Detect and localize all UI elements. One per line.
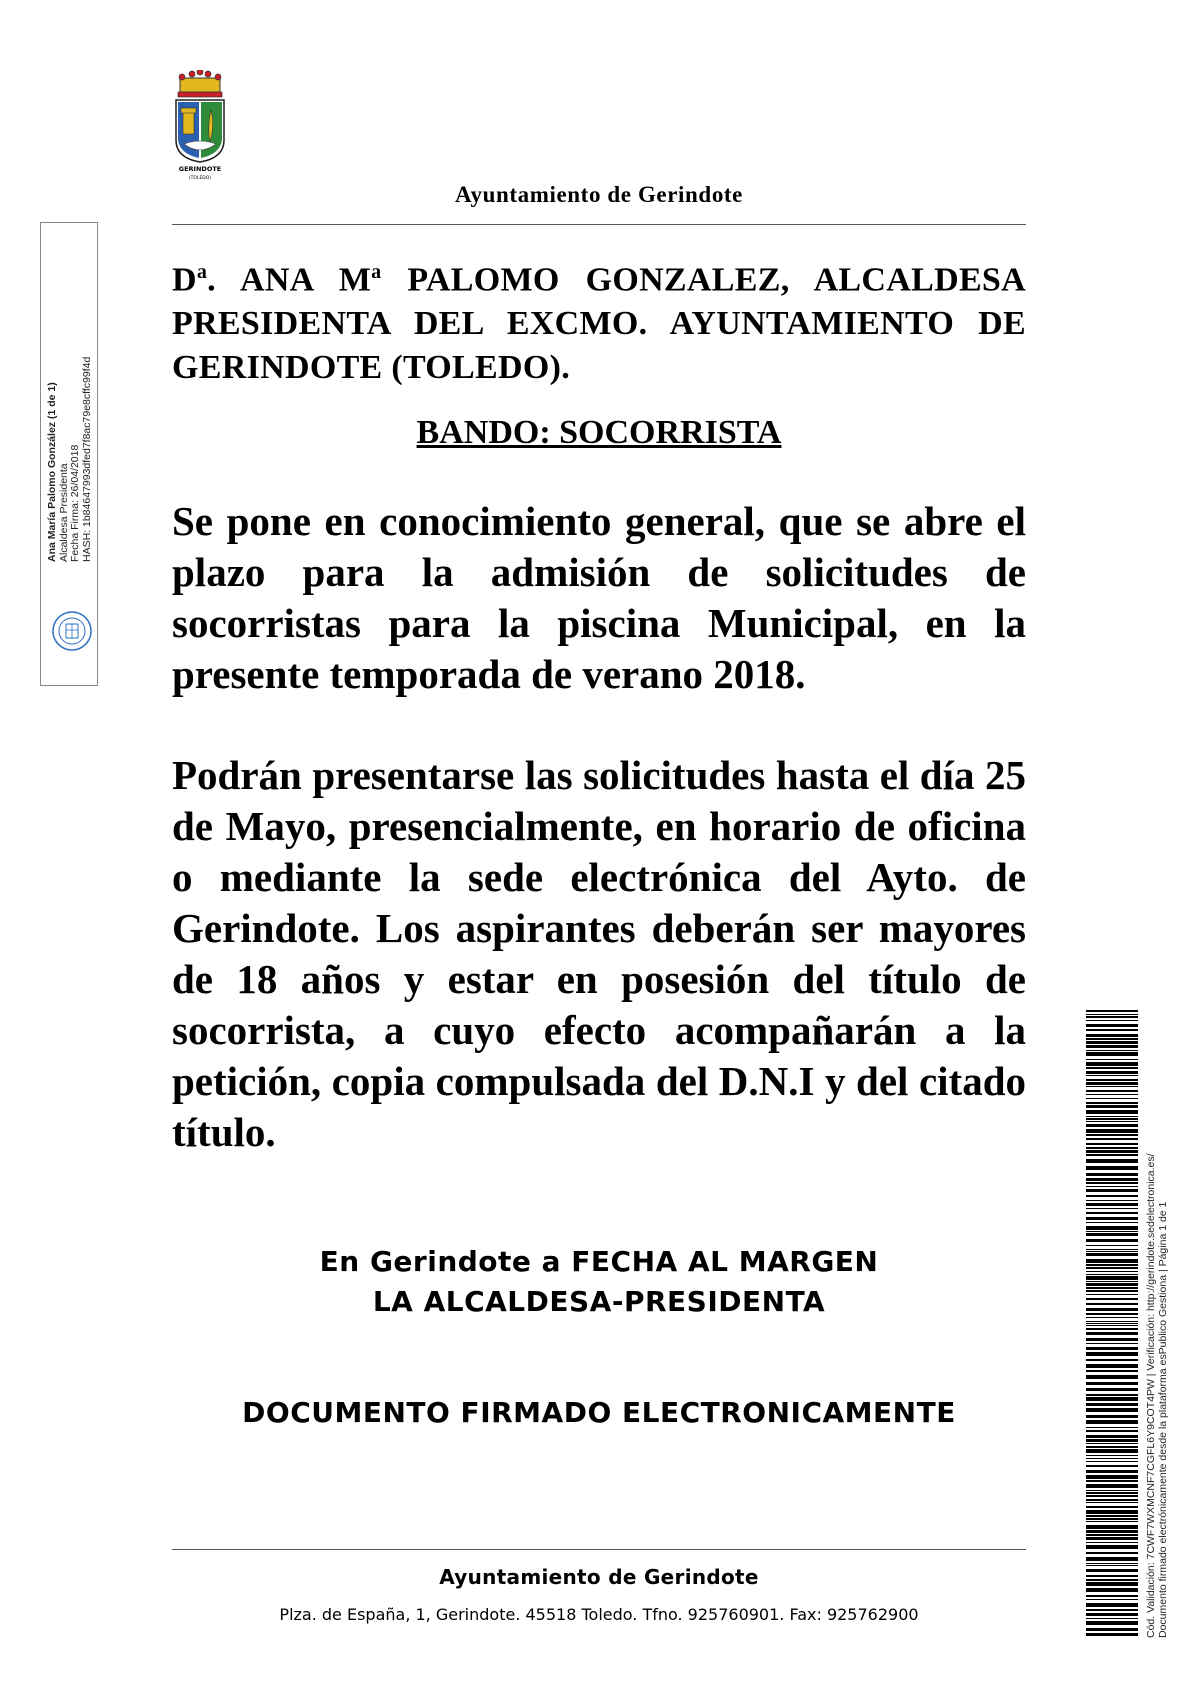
- validation-barcode: [1086, 1010, 1138, 1638]
- signer-role: Alcaldesa Presidenta: [57, 463, 70, 562]
- official-seal-icon: [51, 610, 93, 652]
- body-paragraph-announcement: Se pone en conocimiento general, que se abre el plazo para la admisión de solicitudes de socorristas para la piscina Municipal, en la presente temporada de verano 2018.: [172, 498, 1026, 697]
- body-paragraph-requirements: Podrán presentarse las solicitudes hasta el día 25 de Mayo, presencialmente, en horario de oficina o mediante la sede electrónica del Ayto. de Gerindote. Los aspirantes deberán ser mayores de 18 años y estar en posesión del título de socorrista, a cuyo efecto acompañarán a la petición, copia compulsada del D.N.I y del citado título.: [172, 752, 1026, 1155]
- header-title: Ayuntamiento de Gerindote: [454, 182, 743, 207]
- electronic-signature-note: DOCUMENTO FIRMADO ELECTRONICAMENTE: [242, 1396, 956, 1429]
- bando-title: BANDO: SOCORRISTA: [416, 414, 782, 451]
- document-heading: $D^a$. ANA $M^a$ PALOMO GONZALEZ, ALCALDESA PRESIDENTA DEL EXCMO. AYUNTAMIENTO DE GERINDOTE (TOLEDO).: [172, 261, 1026, 387]
- validation-code-line: Cód. Validación: 7CWF7WXMCNF7CGFL6Y9COT4PW | Verificación: http://gerindote.sedelectronica.es/: [1145, 1153, 1157, 1638]
- crest-label: GERINDOTE: [178, 165, 222, 173]
- footer-address: Plza. de España, 1, Gerindote. 45518 Toledo. Tfno. 925760901. Fax: 925762900: [279, 1605, 919, 1624]
- signer-name: Ana María Palomo González (1 de 1): [46, 382, 58, 562]
- footer-divider: [172, 1549, 1026, 1550]
- place-date-line: En Gerindote a FECHA AL MARGEN: [319, 1245, 879, 1278]
- signer-title: LA ALCALDESA-PRESIDENTA: [372, 1285, 826, 1318]
- footer-organization-name: Ayuntamiento de Gerindote: [439, 1565, 759, 1589]
- header-divider: [172, 224, 1026, 225]
- signature-date: Fecha Firma: 26/04/2018: [69, 444, 81, 562]
- signature-hash: HASH: 1b84647993dfed7f8ac79e8cffc99f4d: [80, 356, 93, 562]
- signature-details: [47, 322, 93, 562]
- coat-of-arms-logo: [170, 70, 230, 180]
- platform-note-line: Documento firmado electrónicamente desde la plataforma esPublico Gestiona | Página 1 de 1: [1156, 1201, 1169, 1638]
- crest-sublabel: (TOLEDO): [188, 176, 212, 180]
- validation-details: [1146, 998, 1169, 1638]
